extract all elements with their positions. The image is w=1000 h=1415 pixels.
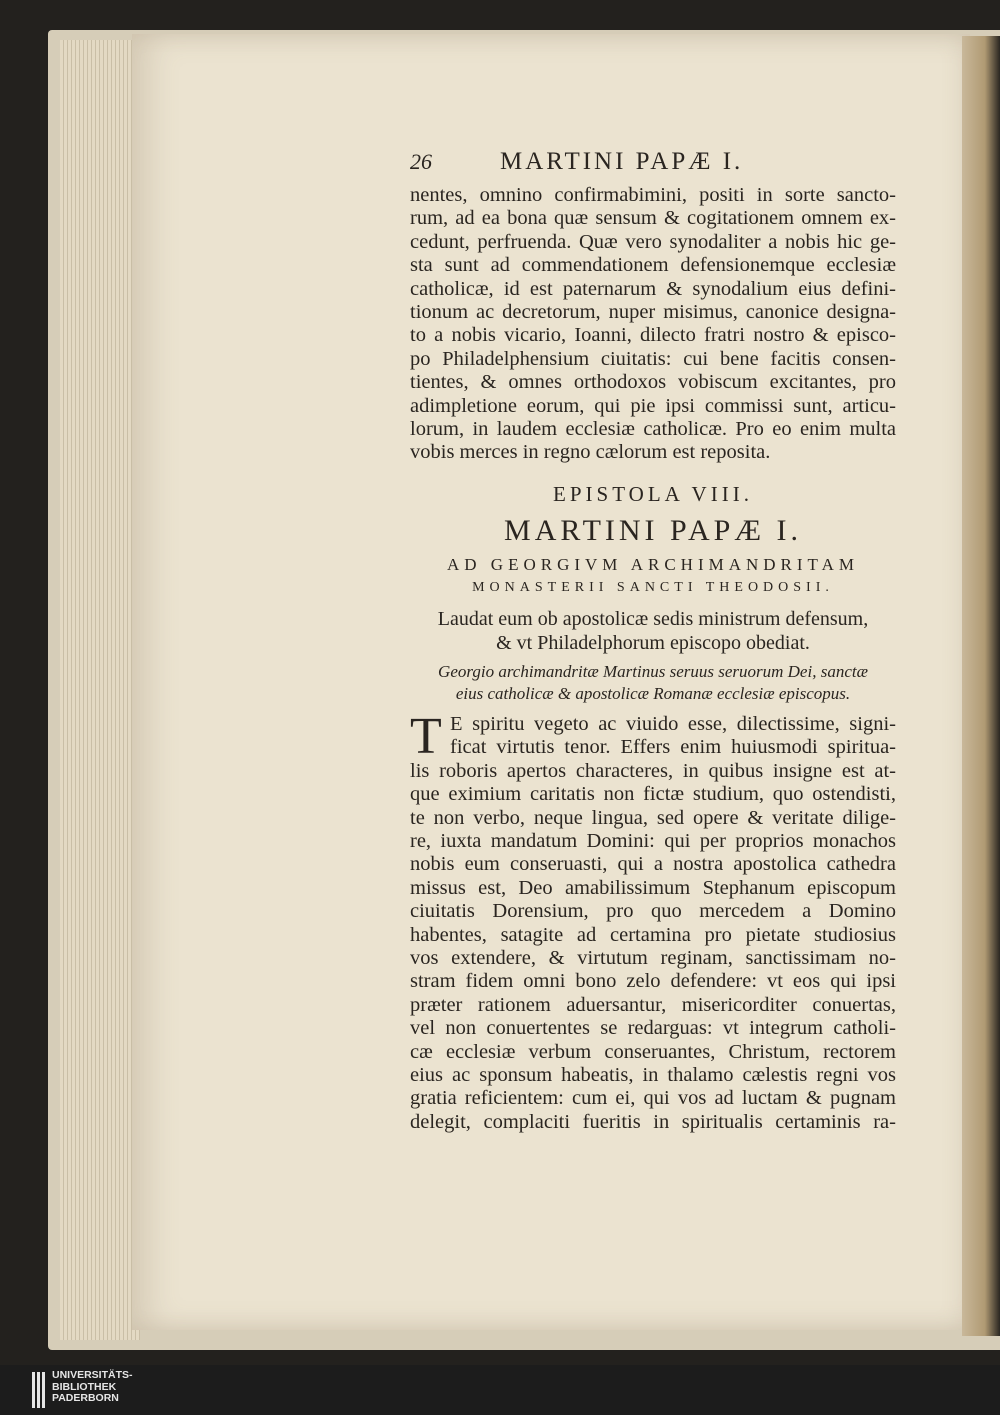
page-edges (60, 40, 140, 1340)
salutation-line: eius catholicæ & apostolicæ Romanæ ecclesiæ episcopus. (455, 683, 851, 703)
logo-line: UNIVERSITÄTS- (52, 1369, 133, 1381)
logo-line: PADERBORN (52, 1392, 119, 1404)
drop-cap: T (410, 707, 442, 765)
epistle-body (410, 707, 896, 1134)
text-line: lorum, in laudem ecclesiæ catholicæ. Pro eo enim multa (410, 418, 896, 441)
text-line: præter rationem aduersantur, misericorditer conuertas, (410, 993, 896, 1016)
text-line: ficat virtutis tenor. Effers enim huiusmodi spiritua- (450, 736, 896, 759)
epistle-recipient-monastery: MONASTERII SANCTI THEODOSII. (472, 579, 834, 595)
text-line: eius ac sponsum habeatis, in thalamo cælestis regni vos (410, 1063, 896, 1086)
text-line: catholicæ, id est paternarum & synodalium eius defini- (410, 277, 896, 300)
salutation-line: Georgio archimandritæ Martinus seruus seruorum Dei, sanctæ (438, 661, 868, 681)
text-line: que eximium caritatis non fictæ studium, quo ostendisti, (410, 783, 896, 806)
text-line: E spiritu vegeto ac viuido esse, dilectissime, signi- (450, 712, 896, 735)
text-line: rum, ad ea bona quæ sensum & cogitationem omnem ex- (410, 207, 896, 230)
epistle-summary (410, 607, 896, 655)
text-line: tionum ac decretorum, nuper misimus, canonice designa- (410, 301, 896, 324)
salutation (410, 661, 896, 705)
text-line: to a nobis vicario, Ioanni, dilecto fratri nostro & episco- (410, 324, 896, 347)
text-line: te non verbo, neque lingua, sed opere & veritate dilige- (410, 806, 896, 829)
logo-line: BIBLIOTHEK (52, 1380, 117, 1393)
text-line: gratia reficientem: cum ei, qui vos ad luctam & pugnam (410, 1087, 896, 1110)
text-line: cæ ecclesiæ verbum conseruantes, Christum, rectorem (410, 1040, 896, 1063)
text-line: po Philadelphensium ciuitatis: cui bene facitis consen- (410, 347, 896, 370)
continued-text (410, 184, 896, 465)
facing-page-edge (962, 36, 1000, 1336)
text-line: vobis merces in regno cælorum est reposita. (410, 441, 771, 464)
text-line: adimpletione eorum, qui pie ipsi commissi sunt, articu- (410, 394, 896, 417)
summary-line: Laudat eum ob apostolicæ sedis ministrum defensum, (437, 607, 869, 630)
text-line: lis roboris apertos characteres, in quibus insigne est at- (410, 759, 896, 782)
text-line: tientes, & omnes orthodoxos vobiscum excitantes, pro (410, 371, 896, 394)
text-line: nentes, omnino confirmabimini, positi in sorte sancto- (410, 184, 896, 206)
footer-bar (0, 1365, 1000, 1415)
epistle-author: MARTINI PAPÆ I. (504, 513, 802, 547)
page-text (410, 148, 896, 1134)
library-logo-text (52, 1370, 133, 1405)
text-line: sta sunt ad commendationem defensionemque ecclesiæ (410, 254, 896, 277)
text-line: vel non conuertentes se redarguas: vt integrum catholi- (410, 1017, 896, 1040)
running-head (410, 148, 896, 184)
text-line: stram fidem omni bono zelo defendere: vt eos qui ipsi (410, 970, 896, 993)
text-line: ciuitatis Dorensium, pro quo mercedem a Domino (410, 900, 896, 923)
epistle-number: EPISTOLA VIII. (553, 481, 753, 506)
text-line: habentes, satagite ad certamina pro pietate studiosius (410, 923, 896, 946)
text-line: delegit, complaciti fueritis in spiritualis certaminis ra- (410, 1110, 896, 1133)
text-line: cedunt, perfruenda. Quæ vero synodaliter a nobis hic ge- (410, 230, 896, 253)
page-number: 26 (410, 149, 432, 174)
text-line: vos extendere, & virtutum reginam, sanctissimam no- (410, 946, 896, 969)
running-title: MARTINI PAPÆ I. (500, 148, 744, 175)
text-line: re, iuxta mandatum Domini: qui per proprios monachos (410, 829, 896, 852)
epistle-recipient: AD GEORGIVM ARCHIMANDRITAM (447, 554, 859, 574)
text-line: missus est, Deo amabilissimum Stephanum episcopum (410, 876, 896, 899)
text-line: nobis eum conseruasti, qui a nostra apostolica cathedra (410, 853, 896, 876)
summary-line: & vt Philadelphorum episcopo obediat. (496, 631, 810, 654)
library-logo-icon (30, 1370, 48, 1410)
